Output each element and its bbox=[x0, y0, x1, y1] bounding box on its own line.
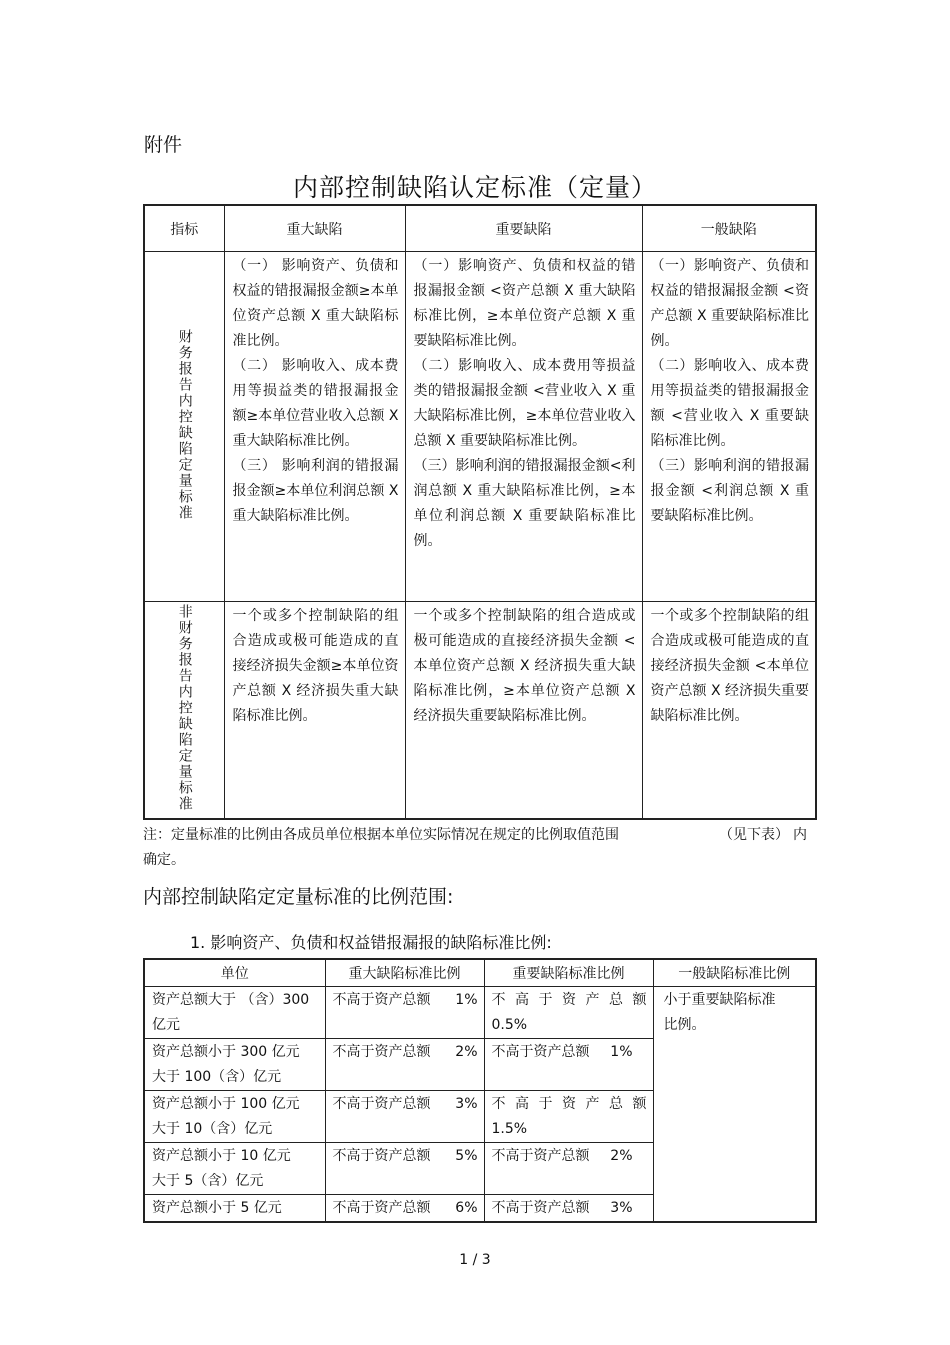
category-label: 财务报告内控缺陷定量标准 bbox=[176, 328, 193, 521]
ratio-char: 额 bbox=[632, 992, 647, 1008]
paragraph: （一） 影响资产、负债和权益的错报漏报金额≥本单位资产总额 X 重大缺陷标准比例。 bbox=[232, 258, 399, 349]
attachment-label: 附件 bbox=[144, 134, 183, 156]
category-cell bbox=[144, 602, 224, 819]
ratio-text: 不高于资产总额 bbox=[491, 1148, 590, 1164]
important-cell bbox=[405, 602, 642, 819]
ratio-char: 高 bbox=[515, 1096, 529, 1112]
paragraph: 一个或多个控制缺陷的组合造成或极可能造成的直接经济损失金额 <本单位资产总额 X 经济损失重要缺陷标准比例。 bbox=[650, 608, 809, 724]
major-cell bbox=[224, 602, 405, 819]
general-ratio-text: 小于重要缺陷标准比例。 bbox=[663, 992, 776, 1033]
header-indicator: 指标 bbox=[144, 205, 224, 252]
header-general-ratio: 一般缺陷标准比例 bbox=[653, 959, 816, 987]
ratio-text: 不高于资产总额 bbox=[491, 1044, 590, 1060]
ratio-value: 3% bbox=[455, 1096, 478, 1112]
ratio-char: 额 bbox=[632, 1096, 647, 1112]
header-major-ratio: 重大缺陷标准比例 bbox=[325, 959, 484, 987]
major-ratio-cell bbox=[325, 1195, 484, 1223]
ratio-value: 6% bbox=[455, 1200, 478, 1216]
ratio-char: 不 bbox=[491, 992, 506, 1008]
unit-cell bbox=[144, 987, 325, 1039]
unit-line: 资产总额小于 10 亿元 bbox=[152, 1148, 291, 1164]
important-ratio-cell bbox=[484, 1143, 653, 1195]
ratio-value: 1.5% bbox=[491, 1121, 528, 1137]
ratio-char: 产 bbox=[585, 992, 600, 1008]
ratio-char: 产 bbox=[585, 1096, 600, 1112]
category-label: 非财务报告内控缺陷定量标准 bbox=[176, 603, 193, 812]
unit-cell bbox=[144, 1039, 325, 1091]
ratio-range-table bbox=[143, 958, 817, 1223]
ratio-value: 1% bbox=[455, 992, 478, 1008]
major-ratio-cell bbox=[325, 1039, 484, 1091]
table-row bbox=[144, 252, 816, 602]
paragraph: （二） 影响收入、成本费用等损益类的错报漏报金额≥本单位营业收入总额 X 重大缺陷标准比例。 bbox=[232, 358, 399, 449]
ratio-value: 2% bbox=[455, 1044, 478, 1060]
section-heading: 内部控制缺陷定定量标准的比例范围: bbox=[143, 886, 454, 908]
paragraph: （三）影响利润的错报漏报金额<利润总额 X 重大缺陷标准比例，≥本单位利润总额 X 重要缺陷标准比例。 bbox=[413, 458, 636, 549]
ratio-value: 2% bbox=[610, 1148, 633, 1164]
table-header-row bbox=[144, 959, 816, 987]
paragraph: （三） 影响利润的错报漏报金额≥本单位利润总额 X 重大缺陷标准比例。 bbox=[232, 458, 399, 524]
ratio-text: 不高于资产总额 bbox=[332, 1200, 431, 1216]
ratio-value: 0.5% bbox=[491, 1017, 528, 1033]
ratio-char: 资 bbox=[562, 992, 576, 1008]
ratio-char: 总 bbox=[609, 1096, 623, 1112]
quantitative-standard-table bbox=[143, 204, 817, 820]
footnote-text: 注：定量标准的比例由各成员单位根据本单位实际情况在规定的比例取值范围 bbox=[143, 827, 619, 843]
footnote-see-below: （见下表） bbox=[719, 827, 789, 843]
important-ratio-cell bbox=[484, 1195, 653, 1223]
paragraph: （一）影响资产、负债和权益的错报漏报金额 <资产总额 X 重大缺陷标准比例，≥本单位资产总额 X 重要缺陷标准比例。 bbox=[413, 258, 636, 349]
ratio-text: 不高于资产总额 bbox=[332, 1148, 431, 1164]
general-cell bbox=[642, 602, 816, 819]
ratio-value: 5% bbox=[455, 1148, 478, 1164]
unit-line: 资产总额小于 100 亿元 bbox=[152, 1096, 300, 1112]
important-ratio-cell bbox=[484, 987, 653, 1039]
footnote bbox=[143, 823, 813, 873]
ratio-value: 1% bbox=[610, 1044, 633, 1060]
unit-line: 大于 10（含）亿元 bbox=[152, 1121, 273, 1137]
ratio-char: 总 bbox=[609, 992, 623, 1008]
header-unit: 单位 bbox=[144, 959, 325, 987]
ratio-char: 于 bbox=[538, 1096, 553, 1112]
ratio-text: 不高于资产总额 bbox=[332, 992, 431, 1008]
unit-line: 亿元 bbox=[152, 1017, 180, 1033]
major-ratio-cell bbox=[325, 1143, 484, 1195]
ratio-value: 3% bbox=[610, 1200, 633, 1216]
ratio-text-spread bbox=[492, 1092, 647, 1117]
header-major: 重大缺陷 bbox=[224, 205, 405, 252]
unit-cell bbox=[144, 1195, 325, 1223]
major-ratio-cell bbox=[325, 1091, 484, 1143]
paragraph: （二）影响收入、成本费用等损益类的错报漏报金额 <营业收入 X 重要缺陷标准比例。 bbox=[650, 358, 809, 449]
footnote-inner: 内 bbox=[793, 827, 807, 843]
ratio-char: 资 bbox=[562, 1096, 576, 1112]
ratio-char: 高 bbox=[515, 992, 529, 1008]
header-general: 一般缺陷 bbox=[642, 205, 816, 252]
paragraph: （一）影响资产、负债和权益的错报漏报金额 <资产总额 X 重要缺陷标准比例。 bbox=[650, 258, 809, 349]
category-cell bbox=[144, 252, 224, 602]
unit-cell bbox=[144, 1143, 325, 1195]
general-cell bbox=[642, 252, 816, 602]
major-ratio-cell bbox=[325, 987, 484, 1039]
important-ratio-cell bbox=[484, 1039, 653, 1091]
important-ratio-cell bbox=[484, 1091, 653, 1143]
document-title: 内部控制缺陷认定标准（定量） bbox=[292, 173, 657, 202]
unit-line: 大于 100（含）亿元 bbox=[152, 1069, 282, 1085]
unit-cell bbox=[144, 1091, 325, 1143]
paragraph: （三）影响利润的错报漏报金额 <利润总额 X 重要缺陷标准比例。 bbox=[650, 458, 809, 524]
header-important-ratio: 重要缺陷标准比例 bbox=[484, 959, 653, 987]
page-number: 1 / 3 bbox=[459, 1252, 491, 1268]
header-important: 重要缺陷 bbox=[405, 205, 642, 252]
unit-line: 资产总额小于 300 亿元 bbox=[152, 1044, 300, 1060]
ratio-char: 不 bbox=[491, 1096, 506, 1112]
table-row bbox=[144, 602, 816, 819]
ratio-text: 不高于资产总额 bbox=[332, 1044, 431, 1060]
paragraph: 一个或多个控制缺陷的组合造成或极可能造成的直接经济损失金额≥本单位资产总额 X 经济损失重大缺陷标准比例。 bbox=[232, 608, 399, 724]
subsection-heading: 1. 影响资产、负债和权益错报漏报的缺陷标准比例: bbox=[190, 933, 552, 952]
footnote-line2: 确定。 bbox=[143, 852, 185, 868]
ratio-text-spread bbox=[492, 988, 647, 1013]
ratio-text: 不高于资产总额 bbox=[332, 1096, 431, 1112]
paragraph: （二）影响收入、成本费用等损益类的错报漏报金额 <营业收入 X 重大缺陷标准比例，≥本单位营业收入总额 X 重要缺陷标准比例。 bbox=[413, 358, 636, 449]
table-row bbox=[144, 987, 816, 1039]
general-ratio-cell bbox=[653, 987, 816, 1223]
ratio-text: 不高于资产总额 bbox=[491, 1200, 590, 1216]
major-cell bbox=[224, 252, 405, 602]
unit-line: 资产总额大于 （含）300 bbox=[152, 992, 310, 1008]
unit-line: 资产总额小于 5 亿元 bbox=[152, 1200, 282, 1216]
paragraph: 一个或多个控制缺陷的组合造成或极可能造成的直接经济损失金额 <本单位资产总额 X 经济损失重大缺陷标准比例，≥本单位资产总额 X 经济损失重要缺陷标准比例。 bbox=[413, 608, 636, 724]
unit-line: 大于 5（含）亿元 bbox=[152, 1173, 264, 1189]
ratio-char: 于 bbox=[538, 992, 553, 1008]
table-header-row bbox=[144, 205, 816, 252]
important-cell bbox=[405, 252, 642, 602]
